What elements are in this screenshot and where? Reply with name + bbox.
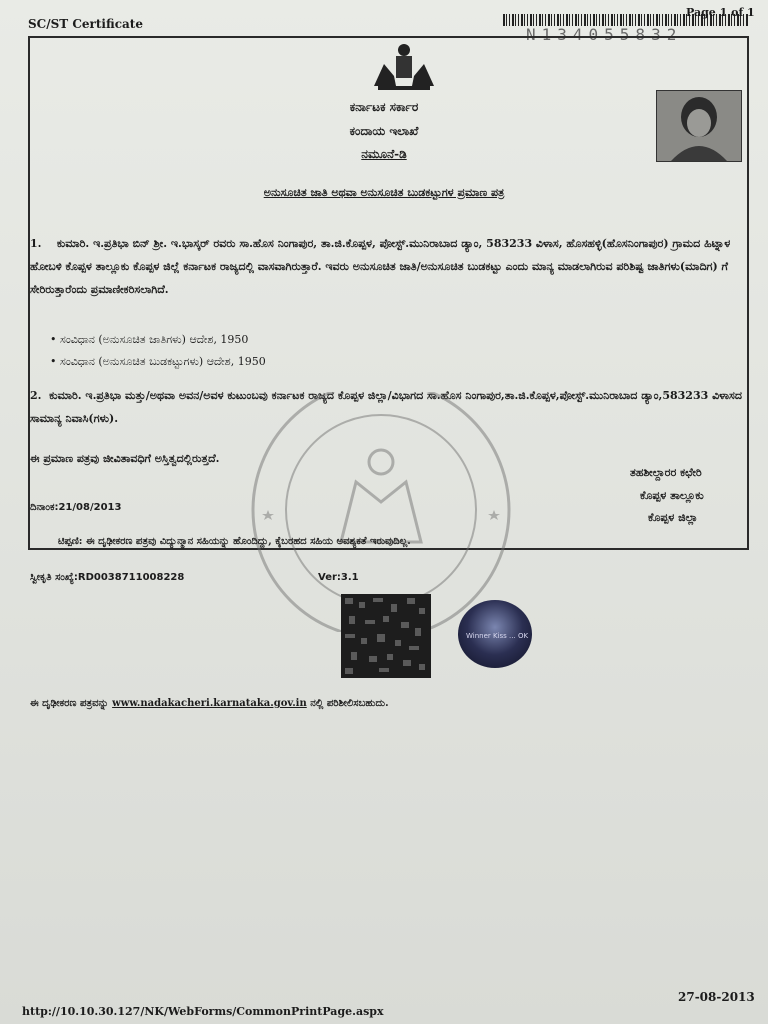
office-name: ತಹಶೀಲ್ದಾರರ ಕಛೇರಿ [630, 466, 702, 479]
qr-pattern-icon [341, 594, 431, 678]
state-emblem-icon [372, 42, 436, 92]
office-taluk: ಕೊಪ್ಪಳ ತಾಲ್ಲೂಕು [640, 489, 704, 502]
version-label: Ver:3.1 [318, 572, 359, 583]
acknowledgement-number: ಸ್ವೀಕೃತಿ ಸಂಖ್ಯೆ:RD0038711008228 [30, 572, 185, 583]
applicant-photo [656, 90, 742, 162]
issue-date: ದಿನಾಂಕ:21/08/2013 [30, 502, 122, 513]
verification-prefix: ಈ ದೃಢೀಕರಣ ಪತ್ರವನ್ನು [30, 698, 113, 709]
hologram-text: Winner Kiss ... OK [466, 632, 529, 640]
verification-suffix: ನಲ್ಲಿ ಪರಿಶೀಲಿಸಬಹುದು. [306, 698, 389, 709]
paragraph-1-text: ಕುಮಾರಿ. ಇ.ಪ್ರತಿಭಾ ಬಿನ್ ಶ್ರೀ. ಇ.ಭಾಸ್ಕರ್ ರವರು ಸಾ.ಹೊಸ ನಿಂಗಾಪುರ, ತಾ.ಜಿ.ಕೊಪ್ಪಳ, ಪೋಸ್ಟ್.ಮುನಿರಾಬಾದ ಡ್ಯಾಂ, 583233 ವಿಳಾಸ, ಹೊಸಹಳ್ಳಿ(ಹೊಸನಿಂಗಾಪುರ) ಗ್ರಾಮದ ಹಿಟ್ನಾಳ ಹೋಬಳಿ ಕೊಪ್ಪಳ ತಾಲ್ಲೂಕು ಕೊಪ್ಪಳ ಜಿಲ್ಲೆ ಕರ್ನಾಟಕ ರಾಜ್ಯದಲ್ಲಿ ವಾಸವಾಗಿರುತ್ತಾರೆ. ಇವರು ಅನುಸೂಚಿತ ಜಾತಿ/ಅನುಸೂಚಿತ ಬುಡಕಟ್ಟು ಎಂದು ಮಾನ್ಯ ಮಾಡಲಾಗಿರುವ ಪರಿಶಿಷ್ಟ ಜಾತಿಗಳು(ಮಾದಿಗ) ಗೆ ಸೇರಿರುತ್ತಾರೆಂದು ಪ್ರಮಾಣೀಕರಿಸಲಾಗಿದೆ. [30, 237, 731, 296]
paragraph-2-text: ಕುಮಾರಿ. ಇ.ಪ್ರತಿಭಾ ಮತ್ತು/ಅಥವಾ ಅವನ/ಅವಳ ಕುಟುಂಬವು ಕರ್ನಾಟಕ ರಾಜ್ಯದ ಕೊಪ್ಪಳ ಜಿಲ್ಲಾ/ವಿಭಾಗದ ಸಾ.ಹೊಸ ನಿಂಗಾಪುರ,ತಾ.ಜಿ.ಕೊಪ್ಪಳ,ಪೋಸ್ಟ್.ಮುನಿರಾಬಾದ ಡ್ಯಾಂ,583233 ವಿಳಾಸದ ಸಾಮಾನ್ಯ ನಿವಾಸಿ(ಗಳು). [30, 389, 742, 425]
order-bullet-1: • ಸಂವಿಧಾನ (ಅನುಸೂಚಿತ ಜಾತಿಗಳು) ಆದೇಶ, 1950 [50, 333, 249, 346]
department-title: ಕಂದಾಯ ಇಲಾಖೆ [349, 124, 419, 138]
signature-note: ಟಿಪ್ಪಣಿ: ಈ ದೃಢೀಕರಣ ಪತ್ರವು ವಿದ್ಯುನ್ಮಾನ ಸಹಿಯನ್ನು ಹೊಂದಿದ್ದು, ಕೈಬರಹದ ಸಹಿಯ ಅವಶ್ಯಕತೆ ಇರುವುದಿಲ್ಲ. [58, 536, 411, 547]
paragraph-1-number: 1. [30, 237, 42, 250]
validity-statement: ಈ ಪ್ರಮಾಣ ಪತ್ರವು ಜೀವಿತಾವಧಿಗೆ ಅಸ್ತಿತ್ವದಲ್ಲಿರುತ್ತದೆ. [30, 452, 220, 465]
office-district: ಕೊಪ್ಪಳ ಜಿಲ್ಲಾ [648, 511, 698, 524]
certificate-subject: ಅನುಸೂಚಿತ ಜಾತಿ ಅಥವಾ ಅನುಸೂಚಿತ ಬುಡಕಟ್ಟುಗಳ ಪ್ರಮಾಣ ಪತ್ರ [263, 186, 505, 199]
paragraph-2-number: 2. [30, 389, 42, 402]
person-photo-icon [657, 91, 741, 161]
order-bullet-2: • ಸಂವಿಧಾನ (ಅನುಸೂಚಿತ ಬುಡಕಟ್ಟುಗಳು) ಆದೇಶ, 1950 [50, 355, 266, 368]
qr-code-icon [341, 594, 431, 678]
verification-note [30, 698, 389, 709]
serial-number: N134055832 [526, 25, 683, 44]
print-date: 27-08-2013 [678, 990, 755, 1004]
print-url: http://10.10.30.127/NK/WebForms/CommonPrintPage.aspx [22, 1005, 384, 1018]
government-title: ಕರ್ನಾಟಕ ಸರ್ಕಾರ [349, 100, 419, 114]
document-type: SC/ST Certificate [28, 17, 143, 31]
paragraph-1 [30, 232, 742, 301]
form-title: ನಮೂನೆ-ಡಿ [361, 147, 407, 161]
page-indicator: Page 1 of 1 [686, 6, 755, 19]
verification-link[interactable]: www.nadakacheri.karnataka.gov.in [112, 698, 307, 709]
